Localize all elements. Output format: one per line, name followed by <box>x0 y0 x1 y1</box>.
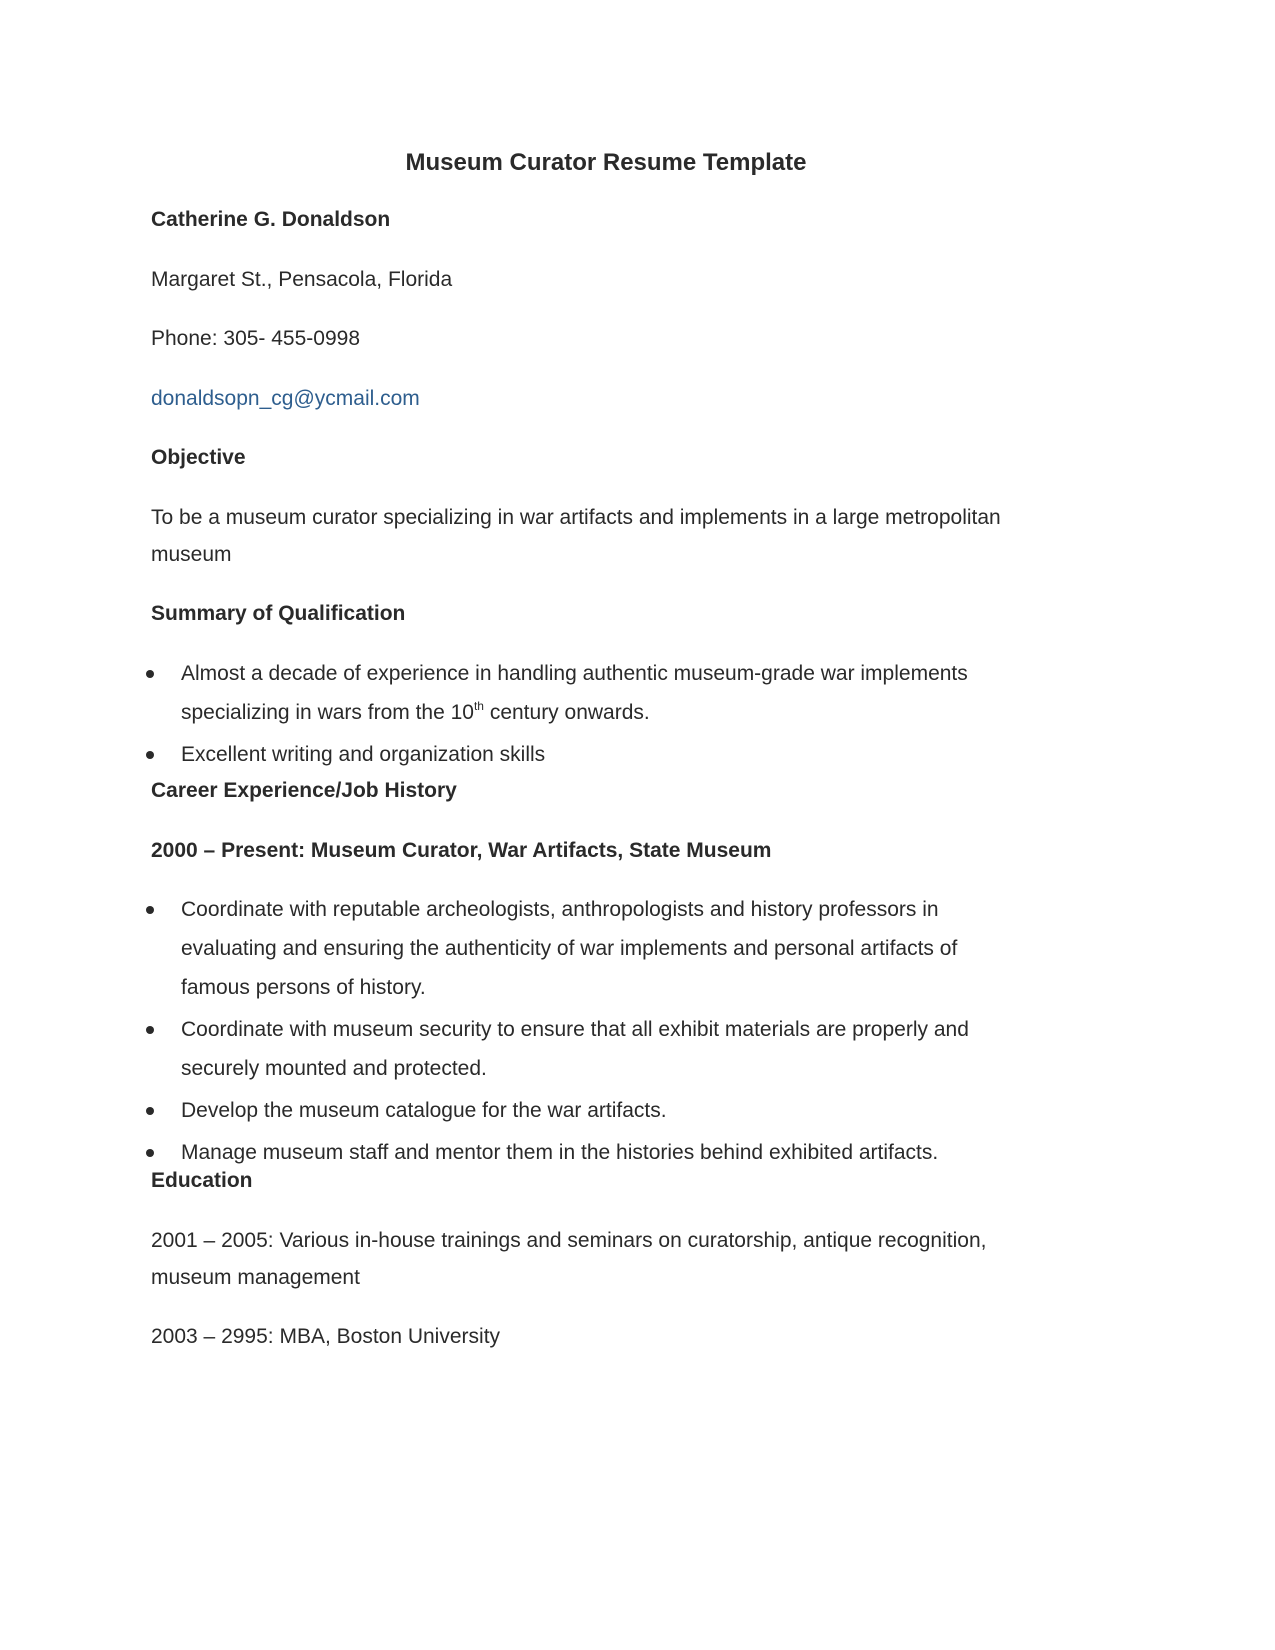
summary-item-1-text-end: century onwards. <box>483 701 650 724</box>
bullet-icon <box>146 1149 154 1157</box>
education-entry-2: 2003 – 2995: MBA, Boston University <box>151 1325 501 1348</box>
duty-2-line-2: securely mounted and protected. <box>181 1057 487 1080</box>
list-item <box>143 735 1043 774</box>
education-entry-1-line-2: museum management <box>151 1266 360 1289</box>
summary-heading: Summary of Qualification <box>151 602 406 625</box>
list-item <box>143 654 1043 732</box>
duties-list <box>143 890 1043 1175</box>
duty-2-line-1: Coordinate with museum security to ensure that all exhibit materials are properly and <box>181 1018 969 1041</box>
bullet-icon <box>146 906 154 914</box>
objective-heading: Objective <box>151 446 246 469</box>
objective-text-line-2: museum <box>151 543 232 566</box>
duty-1-line-1: Coordinate with reputable archeologists, anthropologists and history professors in <box>181 898 939 921</box>
list-item <box>143 1133 1043 1172</box>
candidate-name: Catherine G. Donaldson <box>151 208 391 231</box>
email-link[interactable]: donaldsopn_cg@ycmail.com <box>151 387 420 410</box>
summary-item-2: Excellent writing and organization skills <box>181 743 546 766</box>
career-heading: Career Experience/Job History <box>151 779 457 802</box>
objective-text-line-1: To be a museum curator specializing in war artifacts and implements in a large metropolitan <box>151 506 1001 529</box>
ordinal-suffix: th <box>473 699 484 713</box>
list-item <box>143 890 1043 1007</box>
bullet-icon <box>146 670 154 678</box>
summary-item-1-line-2 <box>181 701 650 724</box>
duty-1-line-2: evaluating and ensuring the authenticity of war implements and personal artifacts of <box>181 937 958 960</box>
bullet-icon <box>146 751 154 759</box>
education-heading: Education <box>151 1169 253 1192</box>
summary-item-1-line-1: Almost a decade of experience in handling authentic museum-grade war implements <box>181 662 968 685</box>
duty-1-line-3: famous persons of history. <box>181 976 426 999</box>
bullet-icon <box>146 1107 154 1115</box>
duty-3: Develop the museum catalogue for the war artifacts. <box>181 1099 667 1122</box>
duty-4: Manage museum staff and mentor them in the histories behind exhibited artifacts. <box>181 1141 939 1164</box>
address: Margaret St., Pensacola, Florida <box>151 268 453 291</box>
summary-item-1-text: specializing in wars from the 10 <box>181 701 474 724</box>
phone: Phone: 305- 455-0998 <box>151 327 361 350</box>
job-title: 2000 – Present: Museum Curator, War Artifacts, State Museum <box>151 839 772 862</box>
education-entry-1-line-1: 2001 – 2005: Various in-house trainings and seminars on curatorship, antique recognition, <box>151 1229 987 1252</box>
list-item <box>143 1091 1043 1130</box>
list-item <box>143 1010 1043 1088</box>
bullet-icon <box>146 1026 154 1034</box>
summary-list <box>143 654 1043 777</box>
document-title: Museum Curator Resume Template <box>405 149 807 176</box>
